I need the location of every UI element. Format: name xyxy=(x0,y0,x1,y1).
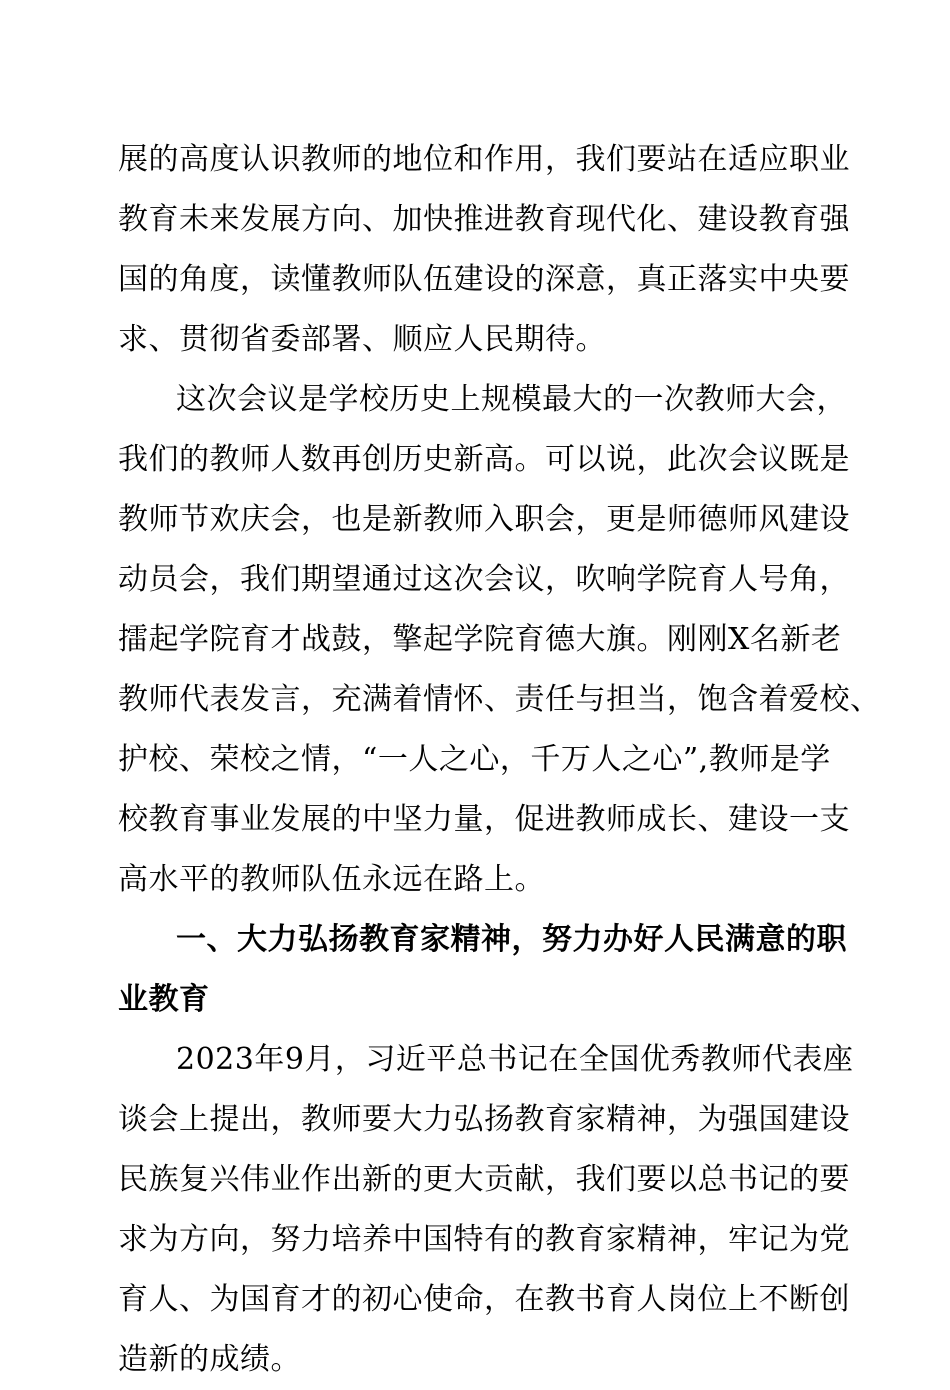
paragraph-3-line-2: 谈会上提出，教师要大力弘扬教育家精神，为强国建设 xyxy=(118,1102,850,1137)
section-heading-line-2: 业教育 xyxy=(118,982,210,1017)
paragraph-1-line-1: 展的高度认识教师的地位和作用，我们要站在适应职业 xyxy=(118,142,850,177)
paragraph-2-line-7: 护校、荣校之情，“一人之心，千万人之心”,教师是学 xyxy=(118,742,831,777)
paragraph-2-line-3: 教师节欢庆会，也是新教师入职会，更是师德师风建设 xyxy=(118,502,850,537)
paragraph-3-line-4: 求为方向，努力培养中国特有的教育家精神，牢记为党 xyxy=(118,1222,850,1257)
paragraph-2-line-8: 校教育事业发展的中坚力量，促进教师成长、建设一支 xyxy=(118,802,850,837)
paragraph-3-line-5: 育人、为国育才的初心使命，在教书育人岗位上不断创 xyxy=(118,1282,850,1317)
section-heading-line-1: 一、大力弘扬教育家精神，努力办好人民满意的职 xyxy=(176,922,847,957)
paragraph-2-line-1: 这次会议是学校历史上规模最大的一次教师大会， xyxy=(176,382,847,417)
paragraph-1-line-2: 教育未来发展方向、加快推进教育现代化、建设教育强 xyxy=(118,202,850,237)
paragraph-2-line-6: 教师代表发言，充满着情怀、责任与担当，饱含着爱校、 xyxy=(118,682,881,717)
paragraph-3-line-1: 2023年9月，习近平总书记在全国优秀教师代表座 xyxy=(176,1042,854,1077)
paragraph-2-line-9: 高水平的教师队伍永远在路上。 xyxy=(118,862,545,897)
paragraph-2-line-2: 我们的教师人数再创历史新高。可以说，此次会议既是 xyxy=(118,442,850,477)
paragraph-1-line-3: 国的角度，读懂教师队伍建设的深意，真正落实中央要 xyxy=(118,262,850,297)
paragraph-1-line-4: 求、贯彻省委部署、顺应人民期待。 xyxy=(118,322,606,357)
paragraph-2-line-4: 动员会，我们期望通过这次会议，吹响学院育人号角， xyxy=(118,562,850,597)
paragraph-2-line-5: 擂起学院育才战鼓，擎起学院育德大旗。刚刚X名新老 xyxy=(118,622,842,657)
paragraph-3-line-6: 造新的成绩。 xyxy=(118,1342,301,1377)
paragraph-3-line-3: 民族复兴伟业作出新的更大贡献，我们要以总书记的要 xyxy=(118,1162,850,1197)
